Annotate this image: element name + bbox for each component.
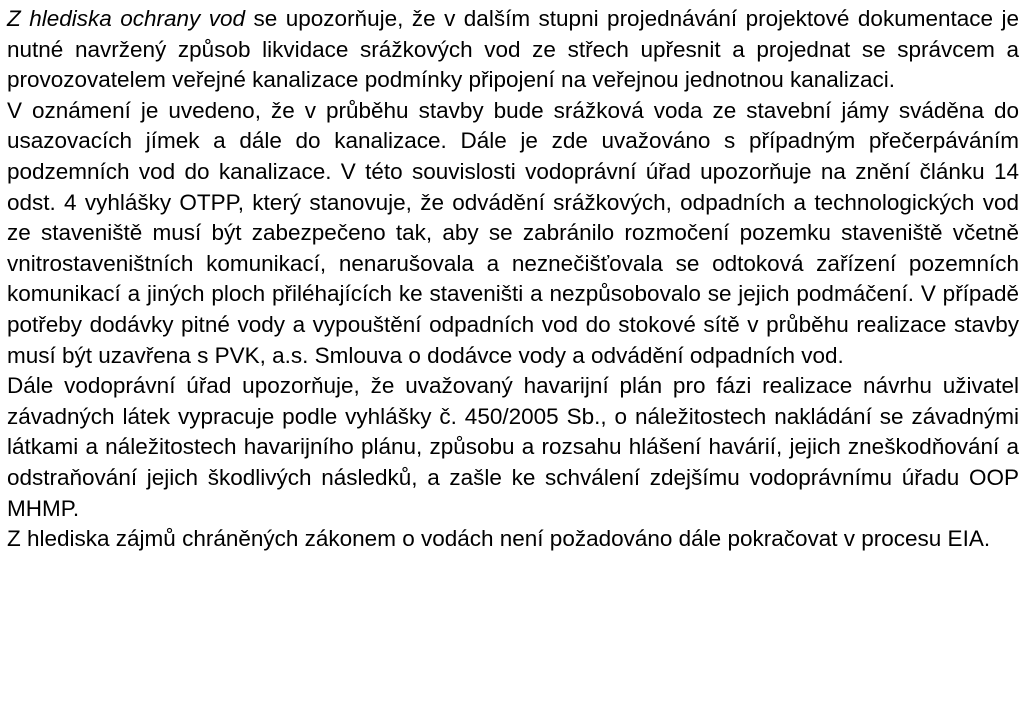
paragraph-construction-drainage <box>7 96 1019 371</box>
paragraph-text: V oznámení je uvedeno, že v průběhu stavby bude srážková voda ze stavební jámy sváděna do usazovacích jímek a dále do kanalizace. Dále je zde uvažováno s případným přečerpáváním podzemních vod do kanalizace. V této souvislosti vodoprávní úřad upozorňuje na znění článku 14 odst. 4 vyhlášky OTPP, který stanovuje, že odvádění srážkových, odpadních a technologických vod ze staveniště musí být zabezpečeno tak, aby se zabránilo rozmočení pozemku staveniště včetně vnitrostaveništních komunikací, nenarušovala a neznečišťovala se odtoková zařízení pozemních komunikací a jiných ploch přiléhajících ke staveništi a nezpůsobovalo se jejich podmáčení. V případě potřeby dodávky pitné vody a vypouštění odpadních vod do stokové sítě v průběhu realizace stavby musí být uzavřena s PVK, a.s. Smlouva o dodávce vody a odvádění odpadních vod. <box>7 97 1019 368</box>
paragraph-emphasis-lead: Z hlediska ochrany vod <box>7 6 246 31</box>
paragraph-text: Dále vodoprávní úřad upozorňuje, že uvažovaný havarijní plán pro fázi realizace návrhu uživatel závadných látek vypracuje podle vyhlášky č. 450/2005 Sb., o náležitostech nakládání se závadnými látkami a náležitostech havarijního plánu, způsobu a rozsahu hlášení havárií, jejich zneškodňování a odstraňování jejich škodlivých následků, a zašle ke schválení zdejšímu vodoprávnímu úřadu OOP MHMP. <box>7 373 1019 521</box>
document-page <box>7 4 1019 555</box>
paragraph-water-protection <box>7 4 1019 96</box>
paragraph-eia-conclusion <box>7 524 1019 555</box>
paragraph-emergency-plan <box>7 371 1019 524</box>
paragraph-text: se upozorňuje, že v dalším stupni projednávání projektové dokumentace je nutné navržený způsob likvidace srážkových vod ze střech upřesnit a projednat se správcem a provozovatelem veřejné kanalizace podmínky připojení na veřejnou jednotnou kanalizaci. <box>7 6 1019 93</box>
paragraph-text: Z hlediska zájmů chráněných zákonem o vodách není požadováno dále pokračovat v procesu EIA. <box>7 526 991 552</box>
